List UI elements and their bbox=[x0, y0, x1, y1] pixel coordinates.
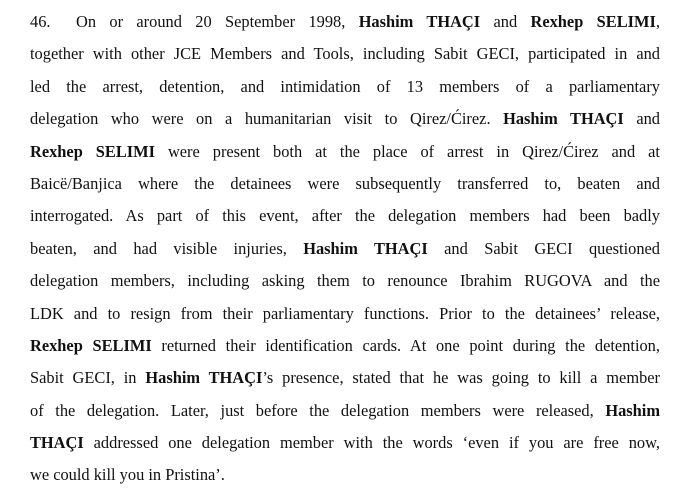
bold-name: THAÇI bbox=[30, 433, 84, 453]
text-line bbox=[30, 136, 660, 168]
text-run: On or around 20 September 1998, bbox=[76, 12, 359, 31]
text-run: and Sabit GECI questioned bbox=[427, 238, 660, 258]
text-run: delegation members, including asking them to renounce Ibrahim RUGOVA and the bbox=[30, 271, 660, 291]
text-run: and bbox=[480, 12, 531, 31]
text-run: delegation who were on a humanitarian visit to Qirez/Ćirez. bbox=[30, 109, 504, 129]
bold-name: Hashim THAÇI bbox=[503, 109, 624, 129]
text-run: led the arrest, detention, and intimidation of 13 members of a parliamentary bbox=[30, 76, 660, 96]
text-line bbox=[30, 71, 660, 103]
text-line bbox=[30, 298, 660, 330]
paragraph-46 bbox=[30, 6, 660, 492]
text-line bbox=[30, 427, 660, 459]
text-line bbox=[30, 362, 660, 394]
document-page bbox=[30, 6, 660, 492]
text-line bbox=[30, 395, 660, 427]
text-run: , bbox=[655, 12, 660, 31]
text-run: beaten, and had visible injuries, bbox=[30, 238, 304, 258]
text-line bbox=[30, 168, 660, 200]
paragraph-number: 46. bbox=[30, 12, 51, 31]
text-run: and bbox=[623, 109, 660, 129]
bold-name: Hashim THAÇI bbox=[145, 368, 263, 388]
text-run: together with other JCE Members and Tools, including Sabit GECI, participated in and bbox=[30, 44, 660, 64]
text-line bbox=[30, 200, 660, 232]
bold-name: Rexhep SELIMI bbox=[30, 335, 152, 355]
text-line bbox=[30, 459, 660, 491]
text-line bbox=[30, 330, 660, 362]
bold-name: Hashim bbox=[605, 400, 660, 420]
text-run: returned their identification cards. At one point during the detention, bbox=[151, 335, 660, 355]
bold-name: Rexhep SELIMI bbox=[30, 141, 155, 161]
text-run: Baicë/Banjica where the detainees were subsequently transferred to, beaten and bbox=[30, 173, 660, 193]
text-run: interrogated. As part of this event, after the delegation members had been badly bbox=[30, 206, 660, 226]
text-run: ’s presence, stated that he was going to kill a member bbox=[262, 368, 660, 388]
text-run: Sabit GECI, in bbox=[30, 368, 146, 388]
bold-name: Hashim THAÇI bbox=[303, 238, 428, 258]
text-run: LDK and to resign from their parliamentary functions. Prior to the detainees’ release, bbox=[30, 303, 660, 323]
text-line bbox=[30, 233, 660, 265]
text-run: were present both at the place of arrest in Qirez/Ćirez and at bbox=[154, 141, 660, 161]
text-line bbox=[30, 6, 660, 38]
text-line bbox=[30, 265, 660, 297]
bold-name: Hashim THAÇI bbox=[358, 12, 481, 31]
text-run: of the delegation. Later, just before the delegation members were released, bbox=[30, 400, 606, 420]
bold-name: Rexhep SELIMI bbox=[530, 12, 656, 31]
text-run: we could kill you in Pristina’. bbox=[30, 465, 225, 485]
text-run: addressed one delegation member with the words ‘even if you are free now, bbox=[83, 433, 660, 453]
text-line bbox=[30, 38, 660, 70]
text-line bbox=[30, 103, 660, 135]
